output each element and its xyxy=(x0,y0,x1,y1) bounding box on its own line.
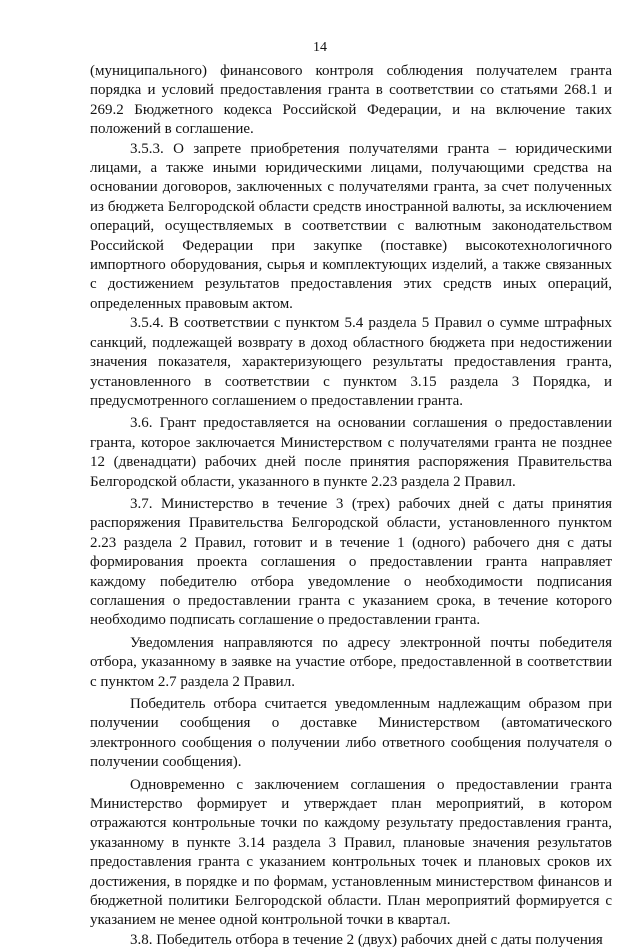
paragraph-3-6: 3.6. Грант предоставляется на основании соглашения о предоставлении гранта, которое заключается Министерством с получателями гранта не позднее 12 (двенадцати) рабочих дней после принятия распоряжения Правительства Белгородской области, указанного в пункте 2.23 раздела 2 Правил. xyxy=(90,415,612,490)
paragraph-continuation: (муниципального) финансового контроля соблюдения получателем гранта порядка и условий предоставления гранта в соответствии со статьями 268.1 и 269.2 Бюджетного кодекса Российской Федерации, и на включение таких положений в соглашение. xyxy=(90,63,612,138)
paragraph-action-plan: Одновременно с заключением соглашения о предоставлении гранта Министерство формирует и утверждает план мероприятий, в котором отражаются контрольные точки по каждому результату предоставления гранта, указанному в пункте 3.14 раздела 3 Правил, плановые значения результатов предоставления гранта с указанием контрольных точек и плановых сроков их достижения, в порядке и по формам, установленным министерством финансов и бюджетной политики Белгородской области. План мероприятий формируется с указанием не менее одной контрольной точки в квартал. xyxy=(90,776,612,929)
paragraph-3-7: 3.7. Министерство в течение 3 (трех) рабочих дней с даты принятия распоряжения Правительства Белгородской области, установленного пунктом 2.23 раздела 2 Правил, готовит и в течение 1 (одного) рабочего дня с даты формирования проекта соглашения о предоставлении гранта направляет каждому победителю отбора уведомление о необходимости подписания соглашения о предоставлении гранта с указанием срока, в течение которого необходимо подписать соглашение о предоставлении гранта. xyxy=(90,495,612,629)
paragraph-notifications: Уведомления направляются по адресу электронной почты победителя отбора, указанному в заявке на участие отборе, предоставленной в соответствии с пунктом 2.7 раздела 2 Правил. xyxy=(90,634,612,690)
page-number: 14 xyxy=(313,40,327,55)
paragraph-3-8: 3.8. Победитель отбора в течение 2 (двух) рабочих дней с даты получения xyxy=(130,931,603,948)
document-body xyxy=(90,62,612,950)
paragraph-3-5-3: 3.5.3. О запрете приобретения получателями гранта – юридическими лицами, а также иными юридическими лицами, получающими средства на основании договоров, заключенных с получателями гранта, за счет полученных из бюджета Белгородской области средств иностранной валюты, за исключением операций, осуществляемых в соответствии с валютным законодательством Российской Федерации при закупке (поставке) высокотехнологичного импортного оборудования, сырья и комплектующих изделий, а также связанных с достижением результатов предоставления этих средств иных операций, определенных правовым актом. xyxy=(90,140,612,312)
paragraph-winner-notified: Победитель отбора считается уведомленным надлежащим образом при получении сообщения о доставке Министерством (автоматического электронного сообщения о получении либо ответного сообщения получателя о получении сообщения). xyxy=(90,696,612,771)
paragraph-3-5-4: 3.5.4. В соответствии с пунктом 5.4 раздела 5 Правил о сумме штрафных санкций, подлежащей возврату в доход областного бюджета при недостижении значения показателя, характеризующего результаты предоставления гранта, установленного в соответствии с пунктом 3.15 раздела 3 Порядка, и предусмотренного соглашением о предоставлении гранта. xyxy=(90,315,612,409)
